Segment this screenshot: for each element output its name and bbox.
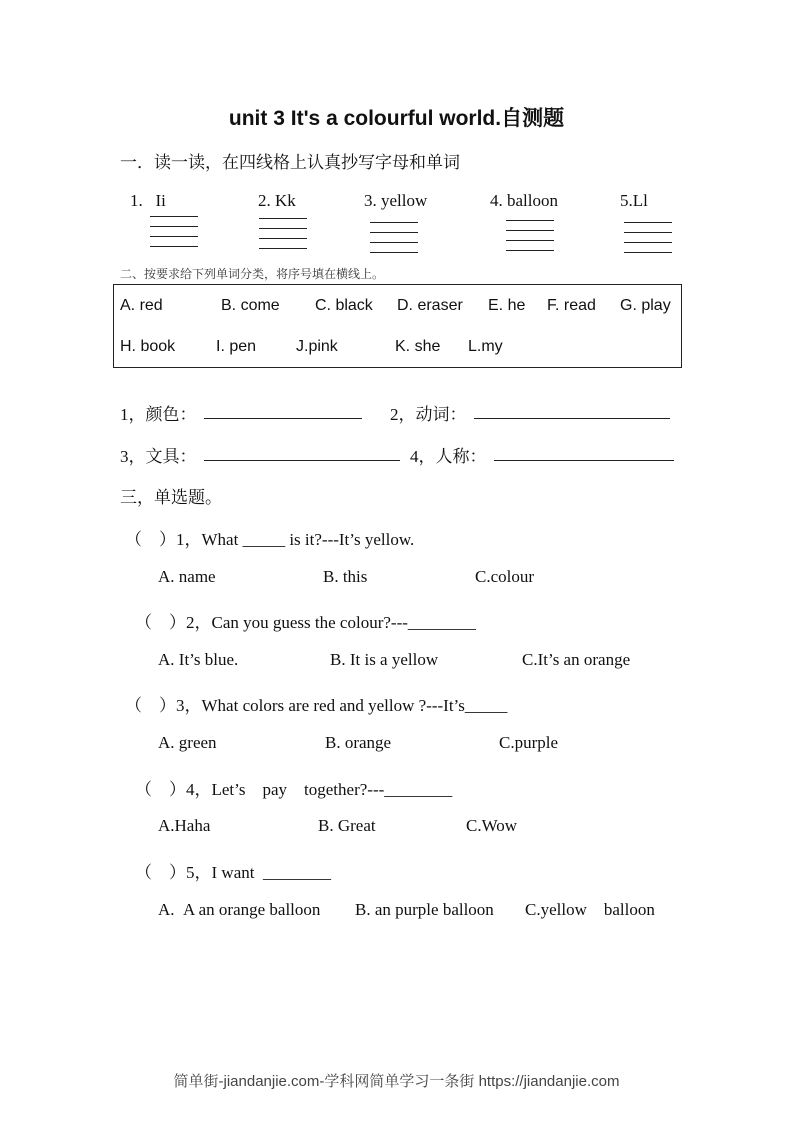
fill-stationery-label: 3，文具： (120, 447, 197, 466)
fill-verb-label: 2，动词： (390, 405, 467, 424)
question-3-blank[interactable]: _____ (464, 696, 508, 715)
section1-heading: 一．读一读，在四线格上认真抄写字母和单词 (120, 153, 460, 172)
q1-option-b[interactable]: B. this (323, 567, 368, 586)
copy-item-5: 5.Ll (620, 191, 648, 210)
word-c: C. black (315, 297, 373, 314)
question-2: （ ）2，Can you guess the colour?---________ (135, 613, 476, 632)
fill-colour-label: 1，颜色： (120, 405, 197, 424)
question-4: （ ）4，Let’s pay together?---________ (135, 780, 453, 799)
footer-watermark: 简单街-jiandanjie.com-学科网简单学习一条街 https://jiandanjie.com (173, 1073, 620, 1090)
question-5-blank[interactable]: ________ (262, 863, 331, 882)
fill-verb-blank[interactable] (474, 401, 670, 419)
word-j: J.pink (296, 338, 338, 355)
section3-heading: 三，单选题。 (120, 488, 222, 507)
q2-option-c[interactable]: C.It’s an orange (522, 650, 631, 669)
section2-heading: 二、按要求给下列单词分类，将序号填在横线上。 (120, 267, 385, 281)
question-1: （ ）1，What _____ is it?---It’s yellow. (125, 530, 415, 549)
copy-item-1: 1. Ii (130, 191, 166, 210)
question-2-blank[interactable]: ________ (407, 613, 476, 632)
question-5: （ ）5，I want ________ (135, 863, 331, 882)
question-4-blank[interactable]: ________ (384, 780, 453, 799)
word-a: A. red (120, 297, 163, 314)
word-i: I. pen (216, 338, 257, 355)
copy-item-4: 4. balloon (490, 191, 558, 210)
fill-person-label: 4，人称： (410, 447, 487, 466)
word-g: G. play (620, 297, 671, 314)
q3-option-c[interactable]: C.purple (499, 733, 559, 752)
q5-option-b[interactable]: B. an purple balloon (355, 900, 494, 919)
question-1-blank[interactable]: _____ (242, 530, 286, 549)
word-k: K. she (395, 338, 441, 355)
q5-option-a[interactable]: A. A an orange balloon (158, 900, 321, 919)
page-title: unit 3 It's a colourful world.自测题 (228, 107, 565, 130)
fill-person-blank[interactable] (494, 443, 674, 461)
q2-option-a[interactable]: A. It’s blue. (158, 650, 239, 669)
q3-option-a[interactable]: A. green (158, 733, 217, 752)
q1-option-c[interactable]: C.colour (475, 567, 535, 586)
word-b: B. come (221, 297, 280, 314)
q5-option-c[interactable]: C.yellow balloon (525, 900, 655, 919)
question-3: （ ）3，What colors are red and yellow ?---It’s_____ (125, 696, 508, 715)
word-h: H. book (120, 338, 176, 355)
q4-option-c[interactable]: C.Wow (466, 816, 518, 835)
copy-item-2: 2. Kk (258, 191, 296, 210)
q1-option-a[interactable]: A. name (158, 567, 216, 586)
word-l: L.my (468, 338, 503, 355)
word-f: F. read (547, 297, 596, 314)
q2-option-b[interactable]: B. It is a yellow (330, 650, 439, 669)
q3-option-b[interactable]: B. orange (325, 733, 392, 752)
word-e: E. he (488, 297, 526, 314)
copy-item-3: 3. yellow (364, 191, 428, 210)
fill-stationery-blank[interactable] (204, 443, 400, 461)
word-d: D. eraser (397, 297, 463, 314)
q4-option-a[interactable]: A.Haha (158, 816, 211, 835)
fill-colour-blank[interactable] (204, 401, 362, 419)
q4-option-b[interactable]: B. Great (318, 816, 376, 835)
